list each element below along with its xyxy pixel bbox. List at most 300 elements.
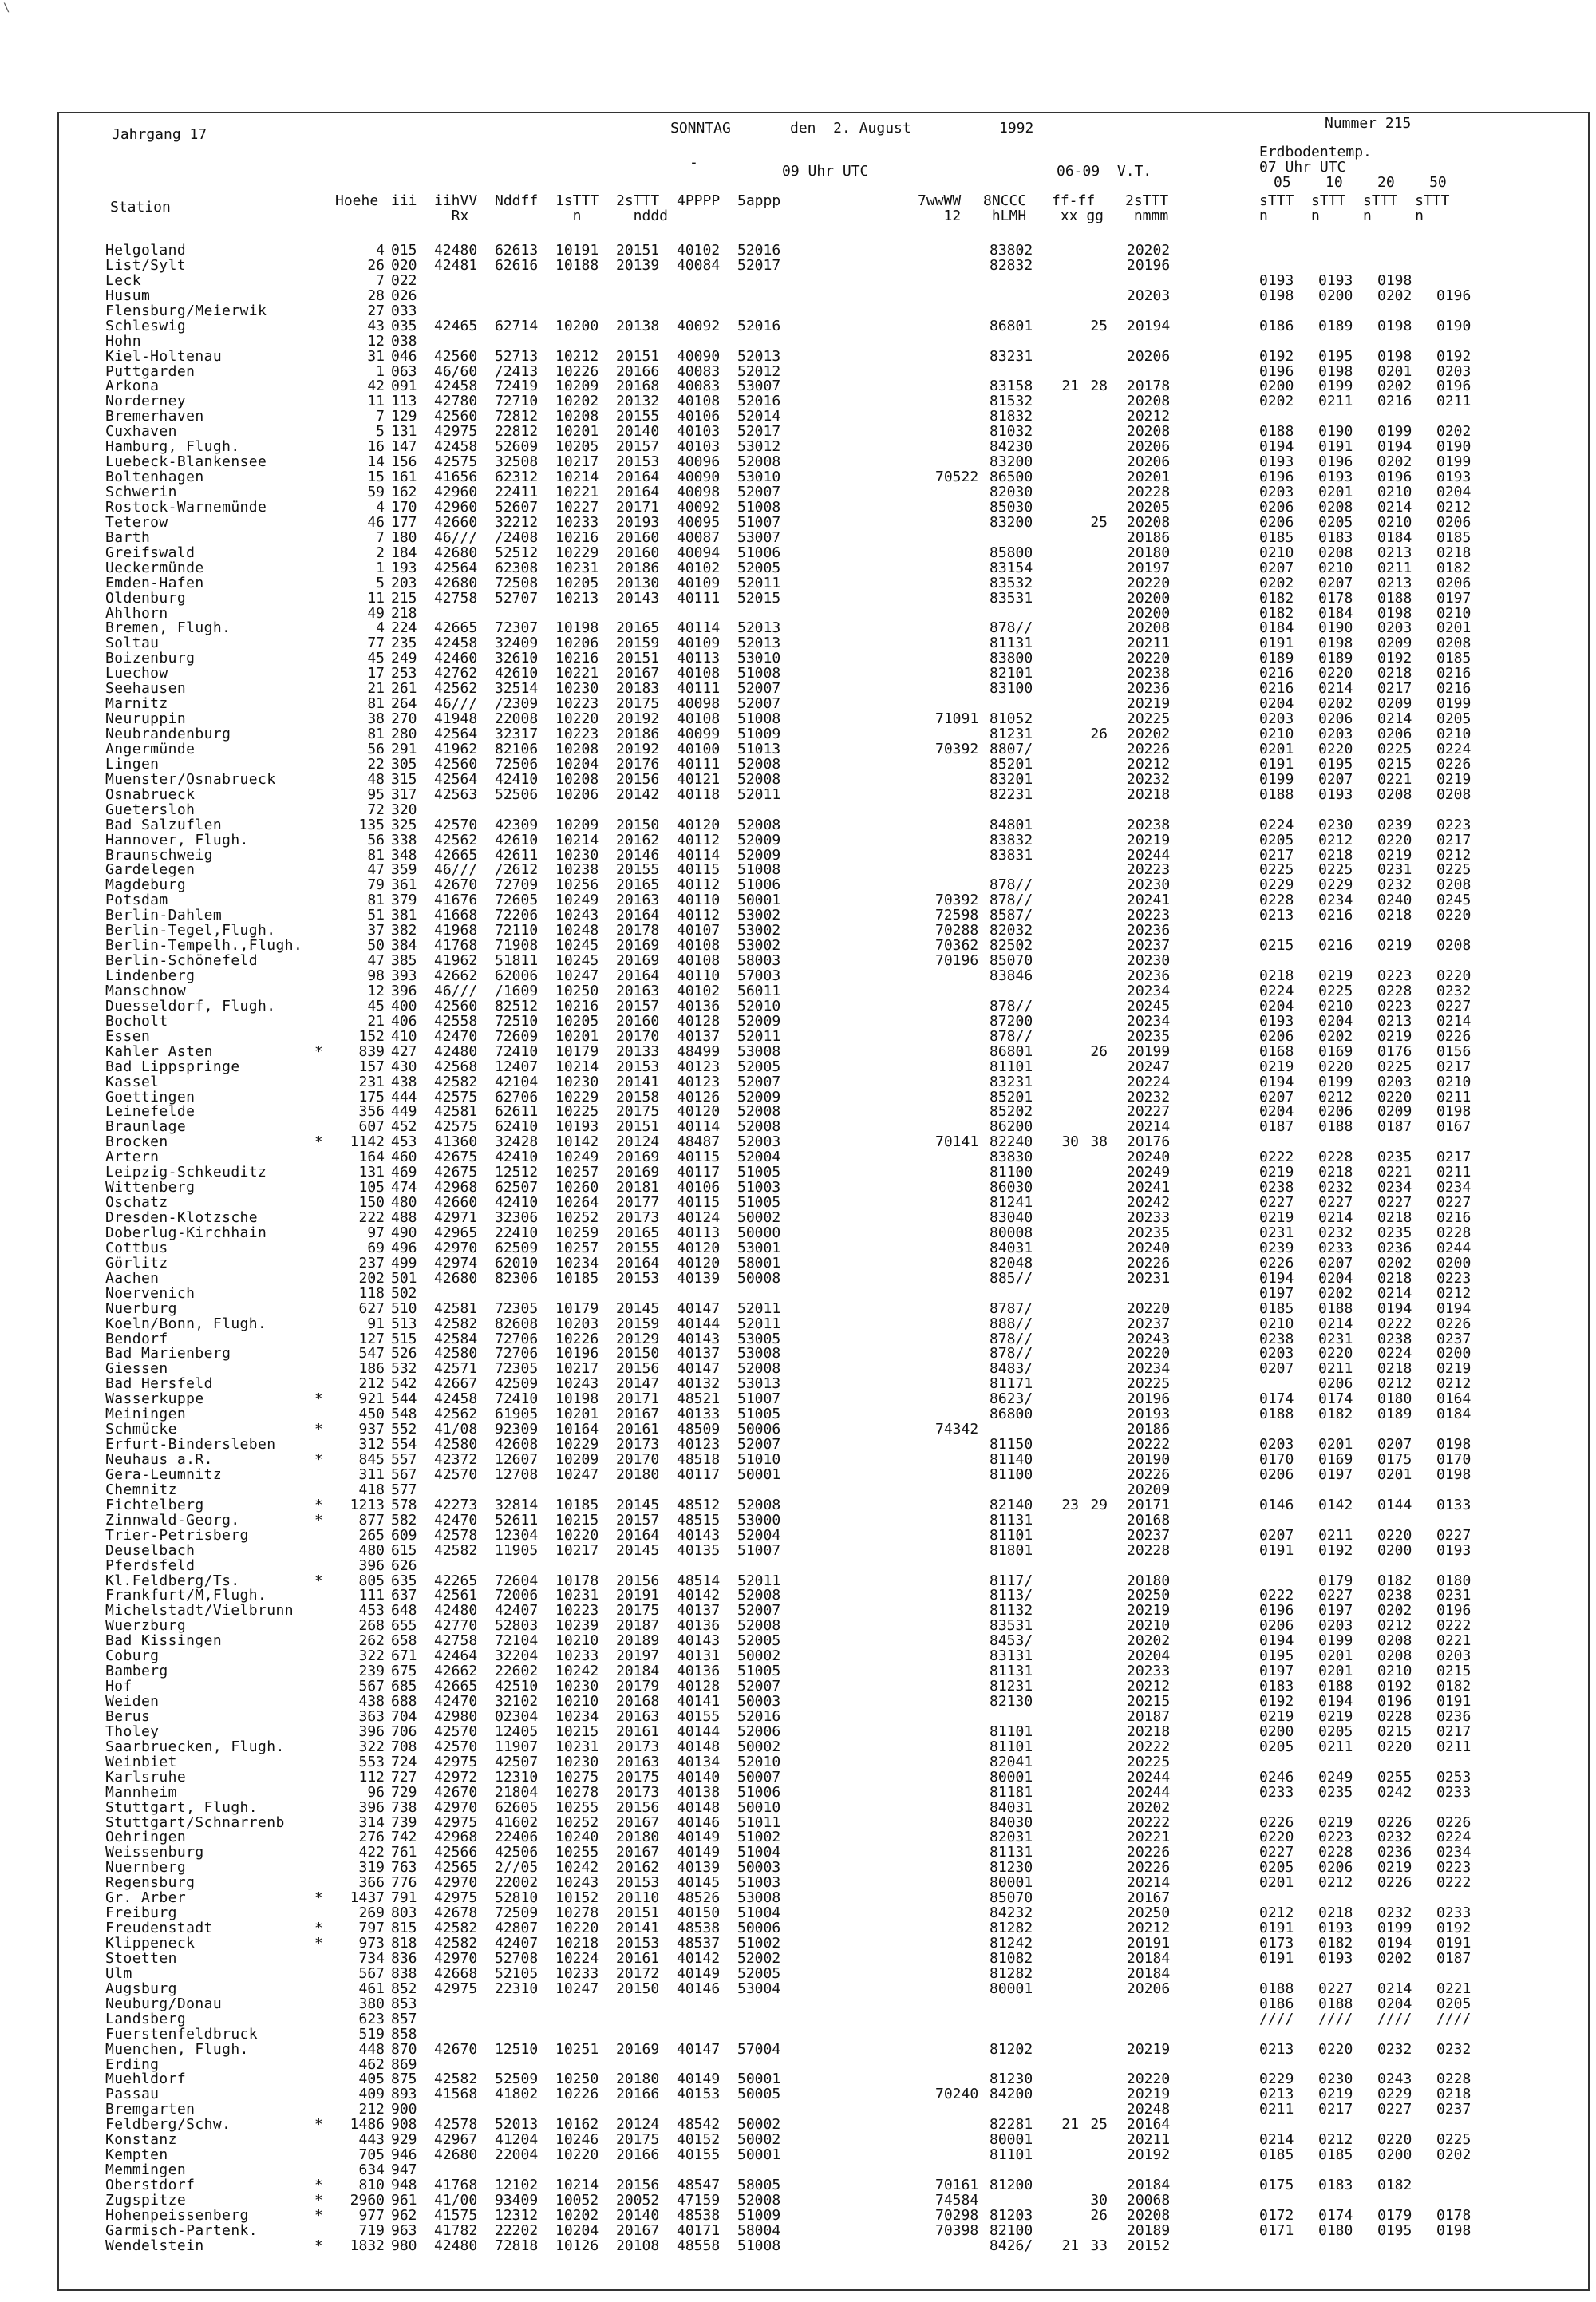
soil-temp-50cm: 0226 bbox=[1436, 755, 1472, 773]
group-4pppp: 40110 bbox=[677, 892, 721, 909]
station-name: Zugspitze bbox=[105, 2191, 187, 2209]
group-5appp: 50002 bbox=[737, 2116, 781, 2134]
group-nddff: 02304 bbox=[495, 1707, 539, 1725]
station-name: Ulm bbox=[105, 1964, 132, 1982]
soil-temp-5cm: 0192 bbox=[1259, 347, 1294, 365]
group-nddff: 12405 bbox=[495, 1723, 539, 1740]
soil-temp-50cm: 0232 bbox=[1436, 2040, 1472, 2058]
group-1sttt: 10278 bbox=[555, 1783, 599, 1801]
group-2sttt: 20160 bbox=[616, 528, 660, 546]
group-4pppp: 40108 bbox=[677, 665, 721, 682]
station-id: 026 bbox=[391, 287, 417, 304]
group-8nccc: 81100 bbox=[990, 1465, 1033, 1483]
station-name: Klippeneck bbox=[105, 1935, 196, 1952]
group-1sttt: 10242 bbox=[555, 1663, 599, 1680]
group-2sttt: 20167 bbox=[616, 1844, 660, 1861]
group-2sttt-min: 20238 bbox=[1127, 816, 1171, 833]
elevation: 1213 bbox=[350, 1496, 385, 1513]
soil-temp-50cm: 0245 bbox=[1436, 892, 1472, 909]
group-8nccc: 83800 bbox=[990, 650, 1033, 667]
group-4pppp: 40124 bbox=[677, 1209, 721, 1226]
soil-temp-20cm: 0238 bbox=[1377, 1587, 1412, 1604]
group-2sttt-min: 20152 bbox=[1127, 2237, 1171, 2254]
soil-temp-10cm: 0190 bbox=[1318, 423, 1353, 441]
station-name: Neubrandenburg bbox=[105, 726, 231, 742]
group-2sttt: 20164 bbox=[616, 1254, 660, 1272]
group-4pppp: 40147 bbox=[677, 1360, 721, 1378]
soil-temp-20cm: 0238 bbox=[1377, 1330, 1412, 1347]
group-2sttt-min: 20068 bbox=[1127, 2191, 1171, 2209]
soil-temp-50cm: 0237 bbox=[1436, 1330, 1472, 1347]
group-2sttt: 20167 bbox=[616, 2221, 660, 2239]
soil-temp-10cm: 0214 bbox=[1318, 680, 1353, 698]
elevation: 973 bbox=[358, 1935, 385, 1952]
group-2sttt: 20175 bbox=[616, 1103, 660, 1121]
soil-temp-50cm: 0200 bbox=[1436, 1345, 1472, 1363]
soil-temp-5cm: 0239 bbox=[1259, 1239, 1294, 1256]
group-4pppp: 40096 bbox=[677, 453, 721, 471]
soil-temp-20cm: 0196 bbox=[1377, 469, 1412, 486]
soil-temp-50cm: 0182 bbox=[1436, 1678, 1472, 1695]
group-nddff: 52105 bbox=[495, 1964, 539, 1982]
group-5appp: 50006 bbox=[737, 1421, 781, 1438]
group-2sttt: 20156 bbox=[616, 1572, 660, 1589]
soil-temp-5cm: 0184 bbox=[1259, 619, 1294, 637]
soil-temp-50cm: 0184 bbox=[1436, 1406, 1472, 1423]
group-8nccc: 82030 bbox=[990, 484, 1033, 500]
group-2sttt-min: 20225 bbox=[1127, 1375, 1171, 1393]
group-iihvv: 42480 bbox=[434, 2237, 478, 2254]
group-5appp: 53005 bbox=[737, 1330, 781, 1347]
group-nddff: 12312 bbox=[495, 2206, 539, 2224]
group-8nccc: 81832 bbox=[990, 408, 1033, 425]
group-8nccc: 86801 bbox=[990, 1042, 1033, 1060]
group-1sttt: 10221 bbox=[555, 665, 599, 682]
group-5appp: 51002 bbox=[737, 1935, 781, 1952]
soil-temp-50cm: 0214 bbox=[1436, 1012, 1472, 1030]
soil-temp-50cm: 0192 bbox=[1436, 347, 1472, 365]
station-name: Kassel bbox=[105, 1073, 160, 1090]
group-2sttt: 20183 bbox=[616, 680, 660, 698]
group-4pppp: 48521 bbox=[677, 1390, 721, 1408]
group-8nccc: 83231 bbox=[990, 347, 1033, 365]
group-5appp: 52009 bbox=[737, 1088, 781, 1106]
group-8nccc: 82101 bbox=[990, 665, 1033, 682]
group-4pppp: 40106 bbox=[677, 408, 721, 425]
soil-temp-5cm: 0171 bbox=[1259, 2221, 1294, 2239]
group-1sttt: 10216 bbox=[555, 997, 599, 1015]
group-iihvv: 42665 bbox=[434, 1678, 478, 1695]
group-2sttt: 20151 bbox=[616, 650, 660, 667]
mountain-marker: * bbox=[314, 1572, 323, 1589]
group-2sttt-min: 20202 bbox=[1127, 1798, 1171, 1816]
elevation: 396 bbox=[358, 1723, 385, 1740]
soil-temp-50cm: 0199 bbox=[1436, 695, 1472, 713]
soil-temp-5cm: 0204 bbox=[1259, 1103, 1294, 1121]
group-5appp: 53004 bbox=[737, 1980, 781, 1997]
soil-temp-50cm: 0185 bbox=[1436, 650, 1472, 667]
group-4pppp: 40115 bbox=[677, 1149, 721, 1166]
group-2sttt-min: 20196 bbox=[1127, 256, 1171, 274]
station-id: 474 bbox=[391, 1179, 417, 1196]
group-2sttt: 20186 bbox=[616, 559, 660, 576]
group-nddff: 12310 bbox=[495, 1768, 539, 1786]
group-4pppp: 40148 bbox=[677, 1798, 721, 1816]
group-2sttt-min: 20167 bbox=[1127, 1889, 1171, 1907]
station-id: 542 bbox=[391, 1375, 417, 1393]
group-2sttt: 20156 bbox=[616, 1360, 660, 1378]
group-iihvv: 42582 bbox=[434, 1315, 478, 1332]
soil-temp-10cm: 0216 bbox=[1318, 907, 1353, 924]
soil-temp-50cm: 0237 bbox=[1436, 2101, 1472, 2118]
station-name: Giessen bbox=[105, 1360, 168, 1378]
group-iihvv: 42578 bbox=[434, 1526, 478, 1544]
soil-temp-5cm: 0216 bbox=[1259, 680, 1294, 698]
station-name: Deuselbach bbox=[105, 1541, 196, 1559]
station-name: Artern bbox=[105, 1149, 160, 1166]
station-name: Fuerstenfeldbruck bbox=[105, 2025, 259, 2043]
soil-temp-10cm: 0183 bbox=[1318, 2177, 1353, 2193]
group-5appp: 52008 bbox=[737, 1617, 781, 1635]
group-5appp: 58001 bbox=[737, 1254, 781, 1272]
soil-temp-50cm: 0253 bbox=[1436, 1768, 1472, 1786]
soil-temp-50cm: 0223 bbox=[1436, 1269, 1472, 1287]
group-2sttt: 20181 bbox=[616, 1179, 660, 1196]
station-id: 706 bbox=[391, 1723, 417, 1740]
soil-temp-10cm: 0220 bbox=[1318, 1058, 1353, 1075]
group-8nccc: 8623/ bbox=[990, 1390, 1033, 1408]
group-4pppp: 40108 bbox=[677, 710, 721, 728]
soil-temp-5cm: 0204 bbox=[1259, 695, 1294, 713]
soil-temp-5cm: 0203 bbox=[1259, 484, 1294, 500]
group-nddff: 22602 bbox=[495, 1663, 539, 1680]
group-8nccc: 80001 bbox=[990, 1874, 1033, 1892]
issue-number: Nummer 215 bbox=[1325, 115, 1412, 132]
group-iihvv: 42670 bbox=[434, 2040, 478, 2058]
group-8nccc: 81032 bbox=[990, 423, 1033, 441]
station-id: 852 bbox=[391, 1980, 417, 1997]
group-5appp: 50008 bbox=[737, 1269, 781, 1287]
elevation: 12 bbox=[367, 332, 385, 350]
elevation: 21 bbox=[367, 1012, 385, 1030]
group-2sttt-min: 20199 bbox=[1127, 1042, 1171, 1060]
group-5appp: 52007 bbox=[737, 1073, 781, 1090]
group-iihvv: 42662 bbox=[434, 967, 478, 984]
elevation: 1437 bbox=[350, 1889, 385, 1907]
group-nddff: 52607 bbox=[495, 498, 539, 516]
elevation: 28 bbox=[367, 287, 385, 304]
station-id: 033 bbox=[391, 302, 417, 319]
group-4pppp: 40131 bbox=[677, 1647, 721, 1665]
group-1sttt: 10201 bbox=[555, 423, 599, 441]
group-2sttt: 20163 bbox=[616, 1707, 660, 1725]
station-name: Potsdam bbox=[105, 892, 168, 909]
group-nddff: 42611 bbox=[495, 846, 539, 864]
station-name: Tholey bbox=[105, 1723, 160, 1740]
group-4pppp: 40139 bbox=[677, 1269, 721, 1287]
group-nddff: 42410 bbox=[495, 1149, 539, 1166]
elevation: 7 bbox=[376, 528, 385, 546]
station-name: Karlsruhe bbox=[105, 1768, 187, 1786]
weekday-label: SONNTAG bbox=[670, 120, 731, 136]
station-name: Braunlage bbox=[105, 1118, 187, 1136]
elevation: 22 bbox=[367, 755, 385, 773]
station-id: 554 bbox=[391, 1436, 417, 1454]
group-2sttt-min: 20190 bbox=[1127, 1451, 1171, 1468]
group-8nccc: 82100 bbox=[990, 2221, 1033, 2239]
group-1sttt: 10233 bbox=[555, 1647, 599, 1665]
soil-temp-50cm: 0208 bbox=[1436, 876, 1472, 894]
group-4pppp: 40155 bbox=[677, 2146, 721, 2164]
group-nddff: 72706 bbox=[495, 1330, 539, 1347]
soil-temp-10cm: 0203 bbox=[1318, 726, 1353, 742]
group-2sttt-min: 20248 bbox=[1127, 2101, 1171, 2118]
station-id: 708 bbox=[391, 1738, 417, 1755]
elevation: 921 bbox=[358, 1390, 385, 1408]
group-2sttt-min: 20220 bbox=[1127, 650, 1171, 667]
elevation: 95 bbox=[367, 785, 385, 803]
soil-temp-20cm: 0195 bbox=[1377, 2221, 1412, 2239]
gust-1: 21 bbox=[1061, 378, 1079, 395]
group-1sttt: 10206 bbox=[555, 785, 599, 803]
group-8nccc: 84801 bbox=[990, 816, 1033, 833]
soil-temp-50cm: 0210 bbox=[1436, 1073, 1472, 1090]
group-8nccc: 81242 bbox=[990, 1935, 1033, 1952]
station-name: Bad Lippspringe bbox=[105, 1058, 240, 1075]
elevation: 380 bbox=[358, 1995, 385, 2012]
elevation: 627 bbox=[358, 1299, 385, 1317]
group-1sttt: 10217 bbox=[555, 1360, 599, 1378]
soil-temp-50cm: 0210 bbox=[1436, 604, 1472, 622]
soil-temp-10cm: 0210 bbox=[1318, 559, 1353, 576]
group-1sttt: 10196 bbox=[555, 1345, 599, 1363]
group-iihvv: 42564 bbox=[434, 559, 478, 576]
station-id: 113 bbox=[391, 393, 417, 410]
group-1sttt: 10223 bbox=[555, 1602, 599, 1620]
group-2sttt: 20132 bbox=[616, 393, 660, 410]
soil-temp-5cm: 0210 bbox=[1259, 726, 1294, 742]
group-5appp: 50002 bbox=[737, 1647, 781, 1665]
station-id: 315 bbox=[391, 770, 417, 788]
group-nddff: 42610 bbox=[495, 831, 539, 848]
soil-temp-5cm: 0191 bbox=[1259, 1541, 1294, 1559]
station-name: Wendelstein bbox=[105, 2237, 204, 2254]
group-nddff: 62611 bbox=[495, 1103, 539, 1121]
group-2sttt-min: 20220 bbox=[1127, 1345, 1171, 1363]
group-2sttt-min: 20171 bbox=[1127, 1496, 1171, 1513]
station-name: Bremgarten bbox=[105, 2101, 196, 2118]
station-name: Meiningen bbox=[105, 1406, 187, 1423]
mountain-marker: * bbox=[314, 2177, 323, 2193]
group-4pppp: 40143 bbox=[677, 1632, 721, 1650]
group-5appp: 52005 bbox=[737, 1964, 781, 1982]
group-8nccc: 86030 bbox=[990, 1179, 1033, 1196]
soil-temp-5cm: 0226 bbox=[1259, 1254, 1294, 1272]
station-name: Soltau bbox=[105, 635, 160, 652]
station-name: Barth bbox=[105, 528, 151, 546]
station-id: 452 bbox=[391, 1118, 417, 1136]
station-id: 438 bbox=[391, 1073, 417, 1090]
elevation: 1 bbox=[376, 362, 385, 380]
group-2sttt: 20164 bbox=[616, 907, 660, 924]
group-8nccc: 83831 bbox=[990, 846, 1033, 864]
group-2sttt: 20175 bbox=[616, 1768, 660, 1786]
soil-temp-5cm: 0185 bbox=[1259, 1299, 1294, 1317]
group-1sttt: 10215 bbox=[555, 1511, 599, 1529]
group-2sttt-min: 20233 bbox=[1127, 1209, 1171, 1226]
elevation: 45 bbox=[367, 650, 385, 667]
group-4pppp: 40120 bbox=[677, 1239, 721, 1256]
soil-temp-5cm: 0229 bbox=[1259, 2071, 1294, 2088]
group-1sttt: 10230 bbox=[555, 1678, 599, 1695]
group-8nccc: 86801 bbox=[990, 317, 1033, 334]
station-id: 218 bbox=[391, 604, 417, 622]
elevation: 152 bbox=[358, 1027, 385, 1045]
group-5appp: 50000 bbox=[737, 1224, 781, 1241]
soil-temp-5cm: 0186 bbox=[1259, 1995, 1294, 2012]
soil-temp-50cm: 0236 bbox=[1436, 1707, 1472, 1725]
soil-temp-50cm: 0178 bbox=[1436, 2206, 1472, 2224]
station-name: Emden-Hafen bbox=[105, 574, 204, 591]
station-id: 729 bbox=[391, 1783, 417, 1801]
group-1sttt: 10252 bbox=[555, 1209, 599, 1226]
soil-temp-20cm: 0228 bbox=[1377, 982, 1412, 999]
group-2sttt-min: 20196 bbox=[1127, 1390, 1171, 1408]
group-iihvv: 41782 bbox=[434, 2221, 478, 2239]
station-name: Nuerburg bbox=[105, 1299, 177, 1317]
soil-temp-5cm: 0175 bbox=[1259, 2177, 1294, 2193]
soil-temp-10cm: 0169 bbox=[1318, 1042, 1353, 1060]
soil-temp-50cm: 0220 bbox=[1436, 907, 1472, 924]
soil-temp-10cm: 0212 bbox=[1318, 1874, 1353, 1892]
group-1sttt: 10216 bbox=[555, 528, 599, 546]
station-id: 704 bbox=[391, 1707, 417, 1725]
elevation: 356 bbox=[358, 1103, 385, 1121]
group-2sttt: 20110 bbox=[616, 1889, 660, 1907]
group-8nccc: 81131 bbox=[990, 635, 1033, 652]
station-id: 961 bbox=[391, 2191, 417, 2209]
soil-temp-5cm: 0194 bbox=[1259, 1632, 1294, 1650]
group-1sttt: 10179 bbox=[555, 1299, 599, 1317]
station-id: 853 bbox=[391, 1995, 417, 2012]
group-2sttt: 20170 bbox=[616, 1451, 660, 1468]
group-iihvv: 41768 bbox=[434, 2177, 478, 2193]
group-iihvv: 41668 bbox=[434, 907, 478, 924]
group-2sttt-min: 20228 bbox=[1127, 484, 1171, 500]
soil-temp-10cm: 0194 bbox=[1318, 1693, 1353, 1710]
elevation: 810 bbox=[358, 2177, 385, 2193]
elevation: 396 bbox=[358, 1556, 385, 1574]
group-5appp: 51009 bbox=[737, 2206, 781, 2224]
group-7wwww: 70240 bbox=[935, 2086, 979, 2103]
soil-temp-5cm: 0185 bbox=[1259, 2146, 1294, 2164]
elevation: 314 bbox=[358, 1814, 385, 1831]
group-8nccc: 81082 bbox=[990, 1949, 1033, 1967]
group-8nccc: 84232 bbox=[990, 1904, 1033, 1922]
soil-temp-10cm: 0191 bbox=[1318, 438, 1353, 456]
group-5appp: 51008 bbox=[737, 498, 781, 516]
station-id: 320 bbox=[391, 801, 417, 818]
soil-temp-5cm: 0195 bbox=[1259, 1647, 1294, 1665]
group-2sttt-min: 20212 bbox=[1127, 755, 1171, 773]
station-id: 444 bbox=[391, 1088, 417, 1106]
station-id: 548 bbox=[391, 1406, 417, 1423]
group-2sttt: 20165 bbox=[616, 619, 660, 637]
group-8nccc: 82048 bbox=[990, 1254, 1033, 1272]
station-name: Helgoland bbox=[105, 242, 187, 259]
group-7wwww: 70392 bbox=[935, 740, 979, 757]
station-name: Puttgarden bbox=[105, 362, 196, 380]
station-id: 453 bbox=[391, 1133, 417, 1151]
group-8nccc: 81101 bbox=[990, 1723, 1033, 1740]
group-5appp: 51003 bbox=[737, 1874, 781, 1892]
group-nddff: 11905 bbox=[495, 1541, 539, 1559]
group-nddff: 42509 bbox=[495, 1375, 539, 1393]
soil-temp-20cm: 0227 bbox=[1377, 1194, 1412, 1212]
elevation: 157 bbox=[358, 1058, 385, 1075]
station-name: Oschatz bbox=[105, 1194, 168, 1212]
group-5appp: 52008 bbox=[737, 1587, 781, 1604]
group-4pppp: 40128 bbox=[677, 1012, 721, 1030]
group-2sttt-min: 20247 bbox=[1127, 1058, 1171, 1075]
elevation: 269 bbox=[358, 1904, 385, 1922]
soil-temp-5cm: 0207 bbox=[1259, 559, 1294, 576]
elevation: 443 bbox=[358, 2131, 385, 2149]
group-iihvv: 42458 bbox=[434, 438, 478, 456]
soil-temp-5cm: 0146 bbox=[1259, 1496, 1294, 1513]
group-4pppp: 48558 bbox=[677, 2237, 721, 2254]
soil-temp-20cm: 0200 bbox=[1377, 1541, 1412, 1559]
soil-temp-20cm: 0236 bbox=[1377, 1844, 1412, 1861]
station-id: 869 bbox=[391, 2055, 417, 2073]
elevation: 418 bbox=[358, 1481, 385, 1498]
soil-temp-50cm: 0244 bbox=[1436, 1239, 1472, 1256]
station-id: 635 bbox=[391, 1572, 417, 1589]
group-nddff: 42506 bbox=[495, 1844, 539, 1861]
group-iihvv: 42762 bbox=[434, 665, 478, 682]
soil-temp-20cm: 0176 bbox=[1377, 1042, 1412, 1060]
soil-temp-10cm: 0199 bbox=[1318, 1073, 1353, 1090]
group-iihvv: 42575 bbox=[434, 453, 478, 471]
group-2sttt: 20155 bbox=[616, 1239, 660, 1256]
soil-temp-50cm: 0196 bbox=[1436, 1602, 1472, 1620]
station-id: 270 bbox=[391, 710, 417, 728]
station-id: 131 bbox=[391, 423, 417, 441]
station-id: 671 bbox=[391, 1647, 417, 1665]
station-id: 382 bbox=[391, 922, 417, 939]
group-nddff: 32814 bbox=[495, 1496, 539, 1513]
soil-temp-50cm: 0192 bbox=[1436, 1920, 1472, 1937]
mountain-marker: * bbox=[314, 1133, 323, 1151]
observation-time: 09 Uhr UTC bbox=[782, 163, 869, 180]
soil-temp-20cm: 0232 bbox=[1377, 1829, 1412, 1846]
soil-temp-50cm: 0217 bbox=[1436, 1723, 1472, 1740]
soil-temp-20cm: 0218 bbox=[1377, 665, 1412, 682]
group-2sttt-min: 20215 bbox=[1127, 1693, 1171, 1710]
group-iihvv: 46/60 bbox=[434, 362, 478, 380]
group-nddff: 72006 bbox=[495, 1587, 539, 1604]
station-name: Zinnwald-Georg. bbox=[105, 1511, 240, 1529]
elevation: 634 bbox=[358, 2162, 385, 2179]
soil-temp-10cm: 0193 bbox=[1318, 785, 1353, 803]
group-2sttt-min: 20191 bbox=[1127, 1935, 1171, 1952]
group-4pppp: 40155 bbox=[677, 1707, 721, 1725]
group-iihvv: 42580 bbox=[434, 1436, 478, 1454]
group-1sttt: 10240 bbox=[555, 1829, 599, 1846]
group-nddff: 72419 bbox=[495, 378, 539, 395]
group-1sttt: 10198 bbox=[555, 1390, 599, 1408]
elevation: 4 bbox=[376, 619, 385, 637]
